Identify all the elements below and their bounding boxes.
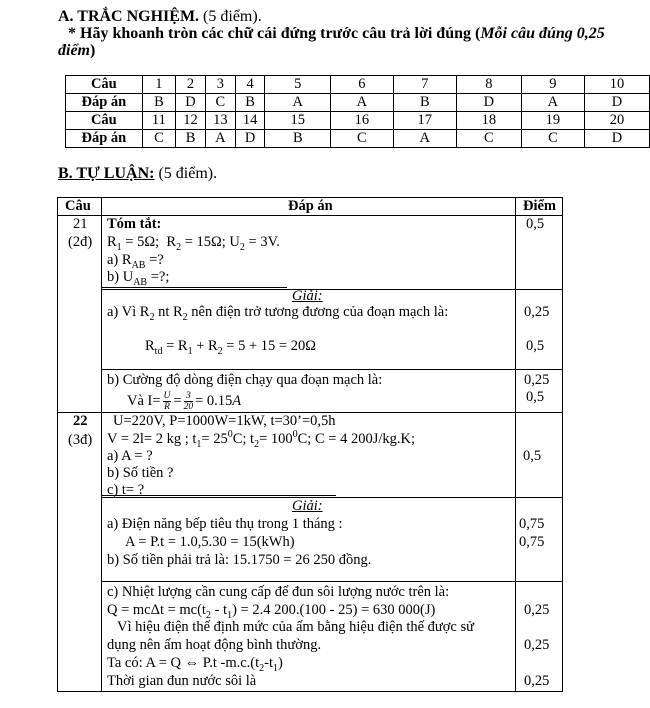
q21-score-1: 0,5 — [526, 216, 545, 232]
q22-c2b: - t — [210, 602, 228, 618]
q22-ask-a: a) A = ? — [107, 448, 153, 464]
answer-cell: D — [456, 94, 521, 112]
answer-row-header: Câu — [66, 112, 143, 130]
q22-score-3: 0,75 — [519, 534, 545, 550]
q22-score-2: 0,75 — [519, 516, 545, 532]
answer-cell: 18 — [456, 112, 521, 130]
answer-table-row — [66, 130, 650, 148]
answer-cell: 2 — [176, 76, 206, 94]
row-divider — [101, 289, 562, 290]
frac-num: U — [163, 391, 171, 402]
answer-cell: B — [235, 94, 265, 112]
col-divider — [101, 198, 102, 691]
q22-ask-b: b) Số tiền ? — [107, 465, 174, 481]
q21-current-value: = 0.15 — [195, 393, 233, 409]
q22-sol-c1: c) Nhiệt lượng cần cung cấp để đun sôi lượng nước trên là: — [107, 584, 450, 600]
answer-cell: D — [585, 94, 650, 112]
q22-g2d: = 100 — [259, 431, 293, 447]
instruction-italic: Mỗi câu đúng 0,25 — [480, 25, 605, 42]
q21-sol-b: b) Cường độ dòng điện chạy qua đoạn mạch là: — [107, 372, 383, 388]
q22-sol-a2: A = P.t = 1.0,5.30 = 15(kWh) — [125, 534, 295, 550]
answer-cell: C — [521, 130, 584, 148]
answer-row-header: Câu — [66, 76, 143, 94]
q21-rtd: $R_{td} = R_1 + R_2 = 5 + 15 = 20\Omega$ — [145, 338, 316, 357]
answer-cell: 4 — [235, 76, 265, 94]
q22-score-4: 0,25 — [524, 602, 550, 618]
answer-cell: C — [142, 130, 175, 148]
q21-current-unit: A — [232, 393, 242, 409]
q21-sol-a: a) Vì $R_2$ nt $R_2$ nên điện trở tương đương của đoạn mạch là: — [107, 304, 449, 323]
q22-g2e: C; C = 4 200J/kg.K; — [297, 431, 415, 447]
section-a-title: A. TRẮC NGHIỆM. — [58, 8, 200, 25]
q22-points: (3đ) — [68, 432, 93, 448]
section-a-heading — [58, 8, 262, 26]
q22-number: 22 — [73, 413, 88, 429]
answer-cell: A — [393, 130, 456, 148]
answer-cell: C — [456, 130, 521, 148]
answer-cell: 1 — [142, 76, 175, 94]
q21-current-prefix: Và I= — [127, 393, 161, 409]
instruction-line-2 — [58, 42, 95, 60]
answer-cell: B — [393, 94, 456, 112]
q21-summary-title: Tóm tắt: — [107, 216, 162, 232]
q22-sol-c4: dụng nên ấm hoạt động bình thường. — [107, 637, 322, 653]
q22-c5b: -t — [264, 655, 274, 671]
row-divider — [101, 581, 562, 582]
q22-sol-c2: $Q = mc\Delta t = mc(t_2 - t_1) = 2.4$ 200.(100 - 25) = 630 000(J) — [107, 602, 436, 621]
row-divider — [101, 497, 562, 498]
q21-ask-a-tail: =? — [145, 252, 164, 268]
q22-score-6: 0,25 — [524, 673, 550, 689]
q22-score-1: 0,5 — [523, 448, 542, 464]
frac-den: R — [164, 402, 170, 413]
essay-table — [57, 197, 563, 692]
answer-cell: 13 — [205, 112, 235, 130]
q21-number: 21 — [73, 216, 88, 232]
header-dap-an: Đáp án — [288, 198, 333, 214]
q22-g2b: = 25 — [201, 431, 228, 447]
q21-ask-b — [107, 269, 169, 286]
instruction-end: ) — [90, 42, 96, 59]
instruction-text: * Hãy khoanh tròn các chữ cái đứng trước câu trả lời đúng ( — [68, 25, 481, 42]
q21-rtd-eq: = R — [166, 338, 188, 354]
row-divider — [101, 369, 562, 370]
q22-sol-c6: Thời gian đun nước sôi là — [107, 673, 257, 689]
answer-cell: C — [331, 130, 394, 148]
answer-cell: 19 — [521, 112, 584, 130]
fraction-3-20 — [184, 391, 194, 412]
q21-current: Và I= $\frac{U}{R}$ = $\frac{3}{20}$ = 0.15A — [127, 391, 242, 413]
instruction-line-1 — [68, 25, 605, 43]
q21-points: (2đ) — [68, 234, 93, 250]
q22-c5a: Ta có: A = Q ⇔ P.t -m.c.(t — [107, 655, 260, 671]
q21-ask-a-text: a) R — [107, 252, 132, 268]
answer-cell: 9 — [521, 76, 584, 94]
instruction-italic-2: điểm — [58, 42, 90, 59]
q22-score-5: 0,25 — [524, 637, 550, 653]
q22-ask-c: c) t= ? — [107, 482, 145, 498]
answer-cell: A — [205, 130, 235, 148]
answer-cell: B — [142, 94, 175, 112]
answer-cell: B — [176, 130, 206, 148]
q21-ask-a — [107, 252, 164, 269]
answer-cell: 7 — [393, 76, 456, 94]
section-b-title: B. TỰ LUẬN: — [58, 165, 155, 182]
answer-cell: 3 — [205, 76, 235, 94]
answer-cell: D — [176, 94, 206, 112]
header-diem: Điểm — [523, 198, 557, 214]
answer-cell: 6 — [331, 76, 394, 94]
answer-cell: 12 — [176, 112, 206, 130]
q22-sol-b: b) Số tiền phải trả là: 15.1750 = 26 250 đồng. — [107, 552, 372, 568]
answer-cell: 14 — [235, 112, 265, 130]
q21-score-4: 0,25 — [524, 372, 550, 388]
answer-cell: 17 — [393, 112, 456, 130]
q21-score-5: 0,5 — [526, 389, 545, 405]
q22-c2c: ) = 2.4 200.(100 - 25) = 630 000(J) — [232, 602, 436, 618]
col-divider — [515, 198, 516, 691]
q22-sol-c5: Ta có: A = Q ⇔ P.t $-m.c.(t_2-t_1)$ — [107, 655, 283, 674]
q22-given-1: U=220V, P=1000W=1kW, t=30’=0,5h — [113, 413, 336, 429]
answer-cell: A — [265, 94, 331, 112]
q21-sol-a-rest: nên điện trở tương đương của đoạn mạch là: — [187, 304, 449, 320]
answer-table-row — [66, 76, 650, 94]
answer-row-header: Đáp án — [66, 94, 143, 112]
section-a-points: (5 điểm). — [199, 8, 262, 25]
q22-g2a: V = 2l= 2 kg ; t — [107, 431, 197, 447]
section-b-heading — [58, 165, 217, 183]
answer-cell: B — [265, 130, 331, 148]
q22-sol-c3: Vì hiệu điện thế định mức của ấm bằng hiệu điện thế được sử — [117, 619, 474, 635]
q22-given-2: V = 2l= 2 kg ; $t_1= 25^0C$; $t_2= 100^0C$; C = 4 200J/kg.K; — [107, 429, 415, 450]
answer-cell: C — [205, 94, 235, 112]
answer-table-row — [66, 94, 650, 112]
q21-solution-title: Giải: — [292, 288, 323, 304]
answer-cell: 8 — [456, 76, 521, 94]
answer-row-header: Đáp án — [66, 130, 143, 148]
header-cau: Câu — [65, 198, 91, 214]
q22-c5c: ) — [278, 655, 283, 671]
q21-ask-b-text: b) U — [107, 269, 134, 285]
q21-ask-a-sub: AB — [131, 259, 146, 271]
q21-ask-b-sub: AB — [133, 276, 148, 288]
frac-num: 3 — [184, 391, 194, 402]
q22-sol-a: a) Điện năng bếp tiêu thụ trong 1 tháng : — [107, 516, 343, 532]
answer-cell: A — [521, 94, 584, 112]
answer-cell: 16 — [331, 112, 394, 130]
answer-cell: D — [235, 130, 265, 148]
answer-cell: 5 — [265, 76, 331, 94]
q21-score-3: 0,5 — [526, 338, 545, 354]
answer-cell: 11 — [142, 112, 175, 130]
q21-given-r: R — [107, 234, 117, 250]
answer-cell: D — [585, 130, 650, 148]
answer-cell: 20 — [585, 112, 650, 130]
q22-c2a: Q = mcΔt = mc(t — [107, 602, 206, 618]
row-divider — [101, 287, 287, 288]
q21-given: $R_1 = 5\Omega$; $R_2 = 15\Omega$; $U_2 = 3V$. — [107, 234, 280, 253]
q21-sol-a-text: a) Vì R — [107, 304, 150, 320]
answer-cell: A — [331, 94, 394, 112]
frac-den: 20 — [183, 402, 194, 413]
fraction-u-r — [163, 391, 172, 412]
q22-g2c: C; t — [232, 431, 255, 447]
answer-table — [65, 75, 650, 148]
answer-cell: 15 — [265, 112, 331, 130]
q21-score-2: 0,25 — [524, 304, 550, 320]
answer-cell: 10 — [585, 76, 650, 94]
answer-table-row — [66, 112, 650, 130]
q21-ask-b-tail: =?; — [147, 269, 170, 285]
section-b-points: (5 điểm). — [154, 165, 218, 182]
q22-solution-title: Giải: — [292, 498, 323, 514]
